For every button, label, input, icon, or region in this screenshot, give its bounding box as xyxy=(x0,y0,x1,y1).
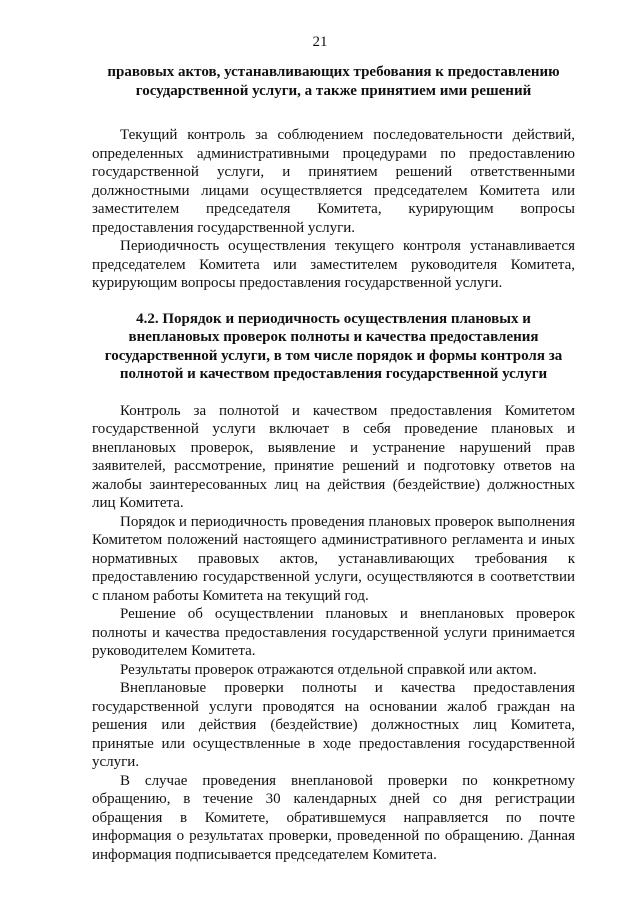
section-heading-4-2: 4.2. Порядок и периодичность осуществления плановых и внеплановых проверок полноты и качества предоставления государственной услуги, в том числе порядок и формы контроля за полнотой и качеством предоставления государственной услуги xyxy=(104,310,563,382)
paragraph: Внеплановые проверки полноты и качества предоставления государственной услуги проводятся на основании жалоб граждан на решения или действия (бездействие) должностных лиц Комитета, принятые или осуществленные в ходе предоставления государственной услуги. xyxy=(92,680,575,770)
paragraph: В случае проведения внеплановой проверки по конкретному обращению, в течение 30 календарных дней со дня регистрации обращения в Комитете, обратившемуся направляется по почте информация о результатах проверки, проведенной по обращению. Данная информация подписывается председателем Комитета. xyxy=(92,772,575,863)
paragraph: Контроль за полнотой и качеством предоставления Комитетом государственной услуги включает в себя проведение плановых и внеплановых проверок, выявление и устранение нарушений прав заявителей, рассмотрение, принятие решений и подготовку ответов на жалобы заинтересованных лиц на действия (бездействие) должностных лиц Комитета. xyxy=(92,402,575,511)
paragraph: Порядок и периодичность проведения плановых проверок выполнения Комитетом положений настоящего административного регламента и иных нормативных правовых актов, устанавливающих требования к предоставлению государственной услуги, осуществляются в соответствии с планом работы Комитета на текущий год. xyxy=(92,513,575,604)
page-number: 21 xyxy=(312,34,328,50)
paragraph: Решение об осуществлении плановых и внеплановых проверок полноты и качества предоставления государственной услуги принимается руководителем Комитета. xyxy=(92,606,575,659)
document-body xyxy=(92,63,575,864)
paragraph: Периодичность осуществления текущего контроля устанавливается председателем Комитета или заместителем руководителя Комитета, курирующим вопросы предоставления государственной услуги. xyxy=(92,238,575,291)
continued-heading: правовых актов, устанавливающих требования к предоставлению государственной услуги, а также принятием ими решений xyxy=(107,64,560,99)
paragraph: Результаты проверок отражаются отдельной справкой или актом. xyxy=(120,661,537,678)
paragraph: Текущий контроль за соблюдением последовательности действий, определенных административными процедурами по предоставлению государственной услуги, и принятием решений ответственными должностными лицами осуществляется председателем Комитета или заместителем председателя Комитета, курирующим вопросы предоставления государственной услуги. xyxy=(92,127,575,236)
